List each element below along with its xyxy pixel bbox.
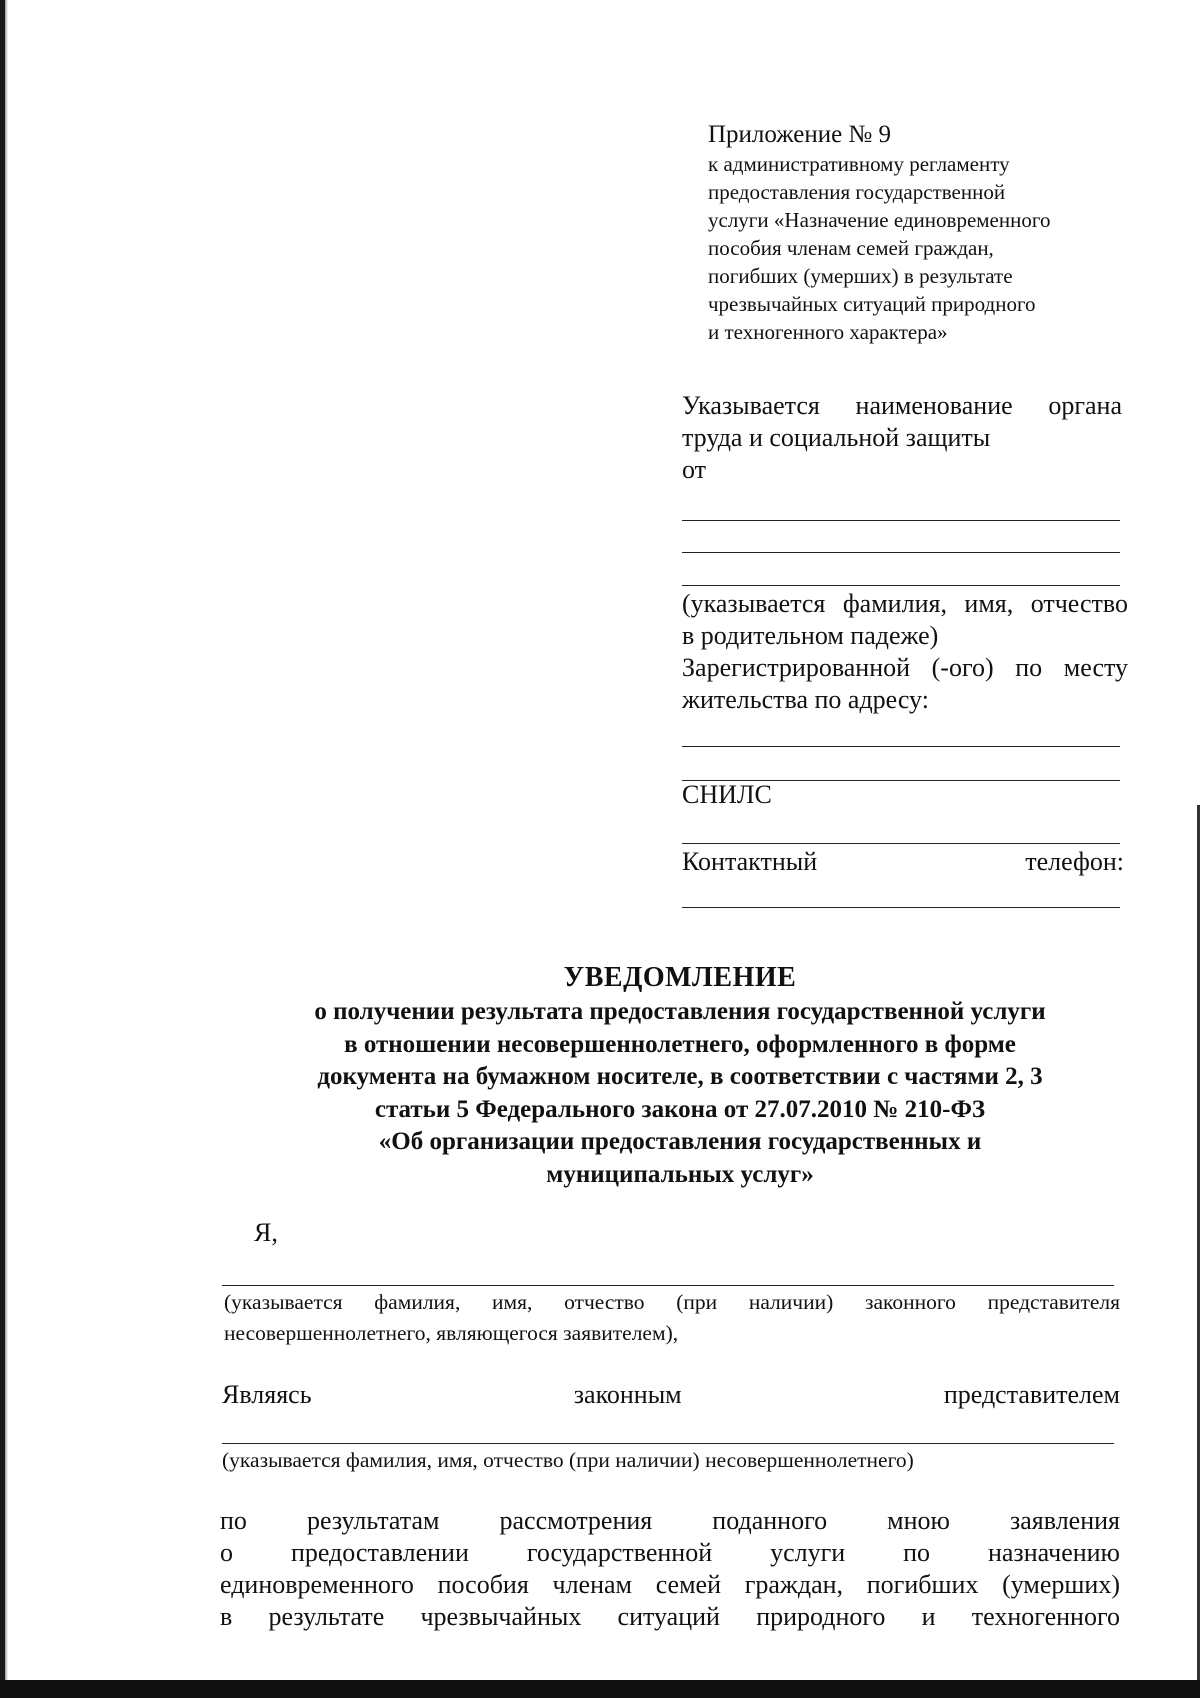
notice-subtitle-line: в отношении несовершеннолетнего, оформленного в форме — [344, 1030, 1016, 1058]
representative-hint — [224, 1287, 1120, 1349]
scan-bottom-edge — [0, 1680, 1200, 1698]
minor-hint — [222, 1445, 1118, 1476]
recipient-block — [682, 390, 1122, 486]
minor-fill-line[interactable] — [222, 1442, 1114, 1444]
annex-line: предоставления государственной — [708, 180, 1006, 204]
annex-block — [708, 120, 1128, 346]
fio-hint-block — [682, 588, 1128, 716]
fio-hint-line2: в родительном падеже) — [682, 621, 939, 650]
being-representative-block — [222, 1379, 1120, 1411]
from-fill-line-1[interactable] — [682, 519, 1120, 521]
paragraph-line: по результатам рассмотрения поданного мною заявления — [220, 1506, 1120, 1535]
organ-label-line1: Указывается наименование органа — [682, 391, 1122, 420]
annex-line: чрезвычайных ситуаций природного — [708, 292, 1036, 316]
notice-subtitle-line: «Об организации предоставления государственных и — [378, 1128, 982, 1155]
annex-line: пособия членам семей граждан, — [708, 236, 994, 260]
from-fill-line-2[interactable] — [682, 551, 1120, 553]
from-label: от — [682, 455, 707, 484]
organ-label-line2: труда и социальной защиты — [682, 423, 991, 452]
notice-subtitle-line: муниципальных услуг» — [546, 1160, 814, 1188]
paragraph-line: единовременного пособия членам семей граждан, погибших (умерших) — [220, 1570, 1120, 1599]
paragraph-line: в результате чрезвычайных ситуаций природного и техногенного — [220, 1602, 1120, 1631]
registration-line2: жительства по адресу: — [682, 685, 929, 714]
phone-block — [682, 846, 1124, 878]
address-fill-line-1[interactable] — [682, 745, 1120, 747]
notice-subtitle-line: статьи 5 Федерального закона от 27.07.2010 № 210-ФЗ — [374, 1095, 986, 1123]
annex-line: услуги «Назначение единовременного — [708, 208, 1051, 232]
from-fill-line-3[interactable] — [682, 584, 1120, 586]
notice-subtitle-line: о получении результата предоставления государственной услуги — [314, 998, 1046, 1025]
representative-hint-line1: (указывается фамилия, имя, отчество (при наличии) законного представителя — [224, 1290, 1120, 1314]
representative-hint-line2: несовершеннолетнего, являющегося заявителем), — [224, 1321, 679, 1345]
phone-fill-line[interactable] — [682, 906, 1120, 908]
annex-line: и техногенного характера» — [708, 320, 948, 344]
i-label: Я, — [254, 1218, 278, 1247]
snils-fill-line[interactable] — [682, 842, 1120, 844]
snils-label: СНИЛС — [682, 780, 772, 809]
being-representative-line: Являясь законным представителем — [222, 1380, 1120, 1409]
fio-hint-line1: (указывается фамилия, имя, отчество — [682, 589, 1128, 618]
paragraph-line: о предоставлении государственной услуги по назначению — [220, 1538, 1120, 1567]
minor-hint-line: (указывается фамилия, имя, отчество (при наличии) несовершеннолетнего) — [222, 1448, 914, 1472]
notice-title: УВЕДОМЛЕНИЕ — [563, 962, 797, 993]
phone-label: Контактный телефон: — [682, 847, 1124, 876]
annex-title: Приложение № 9 — [708, 121, 892, 148]
notice-subtitle-line: документа на бумажном носителе, в соответствии с частями 2, 3 — [317, 1063, 1043, 1090]
notice-header — [210, 960, 1150, 1191]
paragraph-block — [220, 1505, 1120, 1633]
representative-fill-line[interactable] — [222, 1284, 1114, 1286]
annex-line: к административному регламенту — [708, 152, 1010, 176]
annex-line: погибших (умерших) в результате — [708, 264, 1013, 288]
registration-line1: Зарегистрированной (-ого) по месту — [682, 653, 1128, 682]
scan-left-shadow — [5, 0, 8, 1698]
